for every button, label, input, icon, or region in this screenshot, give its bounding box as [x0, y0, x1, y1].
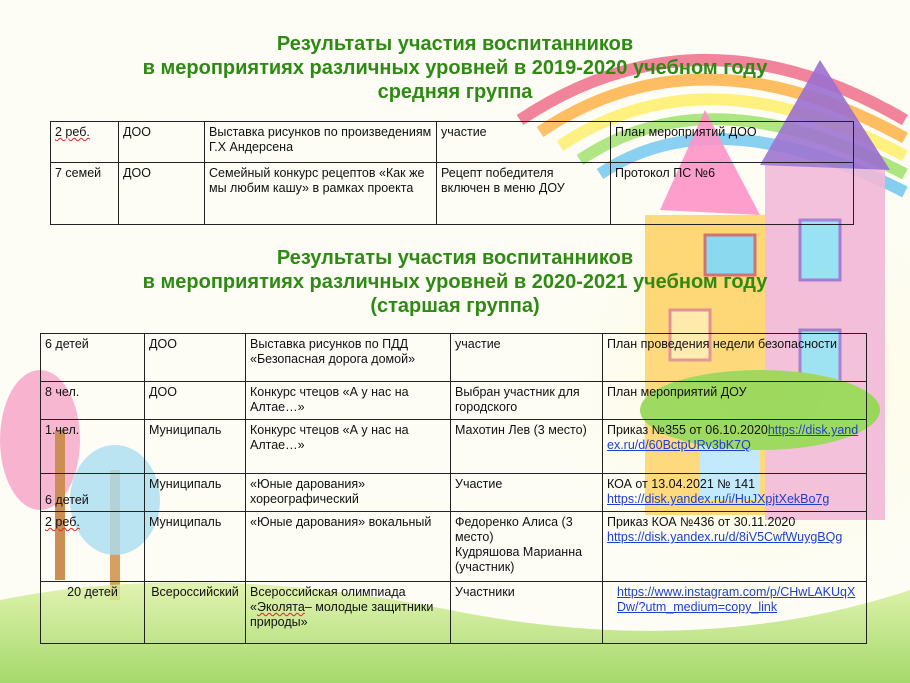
document-cell [603, 582, 867, 644]
result-cell: Махотин Лев (3 место) [451, 420, 603, 474]
result-cell [451, 512, 603, 582]
results-table-2019 [50, 121, 854, 225]
level-cell: ДОО [145, 334, 246, 382]
section1-title-line2: в мероприятиях различных уровней в 2019-2020 учебном году [142, 57, 768, 79]
table-row [41, 420, 867, 474]
table-row [51, 122, 854, 163]
event-cell: Выставка рисунков по произведениям Г.Х Андерсена [205, 122, 437, 163]
event-cell: Выставка рисунков по ПДД «Безопасная дорога домой» [246, 334, 451, 382]
count-cell: 6 детей [41, 334, 145, 382]
table-row [41, 474, 867, 512]
level-cell: Муниципаль [145, 474, 246, 512]
result-cell: участие [451, 334, 603, 382]
document-link[interactable]: https://disk.yandex.ru/i/HuJXpjtXekBo7g [607, 492, 830, 506]
count-text: 6 детей [45, 493, 89, 507]
result-cell: Участие [451, 474, 603, 512]
event-cell: Конкурс чтецов «А у нас на Алтае…» [246, 382, 451, 420]
document-link[interactable]: https://www.instagram.com/p/CHwLAKUqXDw/?utm_medium=copy_link [617, 585, 856, 614]
document-cell [603, 512, 867, 582]
result-cell: Рецепт победителя включен в меню ДОУ [437, 163, 611, 225]
table-row [51, 163, 854, 225]
result-cell: Участники [451, 582, 603, 644]
result-line: Кудряшова Марианна (участник) [455, 545, 583, 574]
event-cell: «Юные дарования» хореографический [246, 474, 451, 512]
document-cell: План проведения недели безопасности [603, 334, 867, 382]
count-text: 2 реб. [55, 125, 90, 139]
table-row [41, 334, 867, 382]
level-cell: Муниципаль [145, 512, 246, 582]
table-row [41, 512, 867, 582]
count-cell [51, 122, 119, 163]
section2-title-line1: Результаты участия воспитанников [276, 247, 634, 269]
document-cell [603, 474, 867, 512]
level-cell: Муниципаль [145, 420, 246, 474]
level-cell: Всероссийский [145, 582, 246, 644]
section2-title-line3: (старшая группа) [370, 295, 540, 317]
document-cell: План мероприятий ДОУ [603, 382, 867, 420]
event-text: Всероссийская олимпиада « [250, 585, 406, 614]
event-cell: Семейный конкурс рецептов «Как же мы любим кашу» в рамках проекта [205, 163, 437, 225]
document-text: Приказ КОА №436 от 30.11.2020 [607, 515, 796, 529]
level-cell: ДОО [119, 122, 205, 163]
document-link[interactable]: https://disk.yandex.ru/d/60BctpURv3bK7Q [607, 423, 859, 452]
document-link[interactable]: https://disk.yandex.ru/d/8iV5CwfWuygBQg [607, 530, 843, 544]
document-cell [603, 420, 867, 474]
section1-title-line1: Результаты участия воспитанников [276, 33, 634, 55]
section2-title [0, 246, 910, 318]
count-cell [41, 474, 145, 512]
section1-title [0, 32, 910, 104]
result-line: Федоренко Алиса (3 место) [455, 515, 573, 544]
count-cell: 1.чел. [41, 420, 145, 474]
event-cell [246, 582, 451, 644]
document-cell: Протокол ПС №6 [611, 163, 854, 225]
document-text: Приказ №355 от 06.10.2020 [607, 423, 768, 437]
level-cell: ДОО [145, 382, 246, 420]
count-cell: 7 семей [51, 163, 119, 225]
result-cell: участие [437, 122, 611, 163]
count-cell: 8 чел. [41, 382, 145, 420]
section2-title-line2: в мероприятиях различных уровней в 2020-2021 учебном году [142, 271, 768, 293]
results-table-2020 [40, 333, 867, 644]
table-row [41, 382, 867, 420]
table-row [41, 582, 867, 644]
section1-title-line3: средняя группа [377, 81, 533, 103]
count-text: 2 реб. [45, 515, 80, 529]
count-cell: 20 детей [41, 582, 145, 644]
level-cell: ДОО [119, 163, 205, 225]
event-cell: Конкурс чтецов «А у нас на Алтае…» [246, 420, 451, 474]
result-cell: Выбран участник для городского [451, 382, 603, 420]
count-cell [41, 512, 145, 582]
document-cell: План мероприятий ДОО [611, 122, 854, 163]
document-text: КОА от 13.04.2021 № 141 [607, 477, 756, 491]
event-text: – молодые защитники природы» [250, 600, 434, 629]
event-keyword: Эколята [256, 600, 305, 614]
event-cell: «Юные дарования» вокальный [246, 512, 451, 582]
